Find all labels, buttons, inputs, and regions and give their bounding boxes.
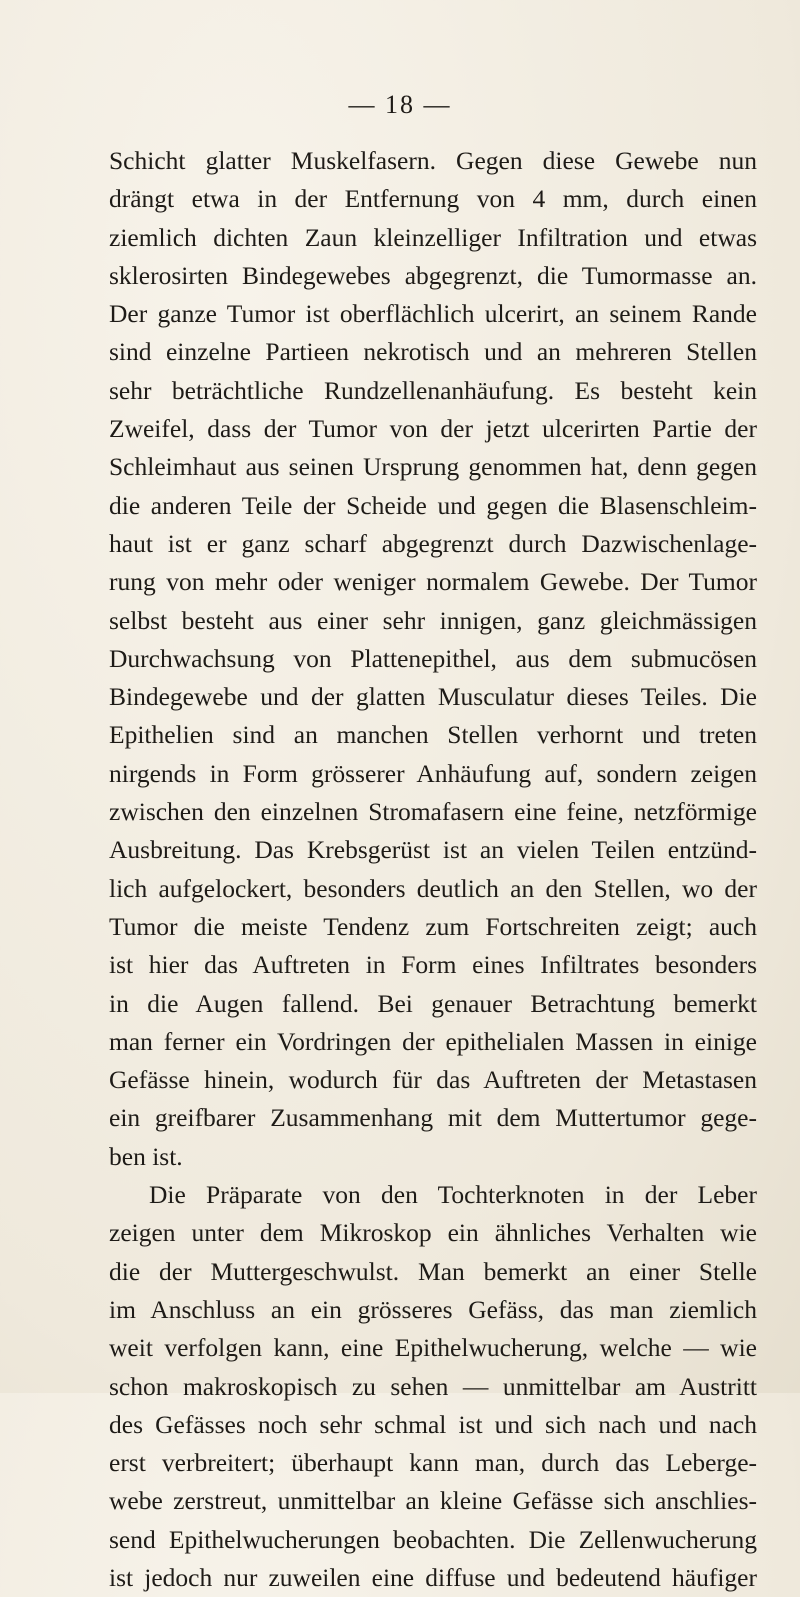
text-line: drängt etwa in der Entfernung von 4 mm, durch einen bbox=[109, 184, 757, 214]
text-line: die anderen Teile der Scheide und gegen die Blasenschleim- bbox=[109, 490, 757, 520]
text-line: webe zerstreut, unmittelbar an kleine Gefässe sich anschlies- bbox=[109, 1486, 757, 1516]
text-line: nirgends in Form grösserer Anhäufung auf, sondern zeigen bbox=[109, 758, 757, 788]
text-line: zeigen unter dem Mikroskop ein ähnliches Verhalten wie bbox=[109, 1218, 757, 1248]
text-line: Schicht glatter Muskelfasern. Gegen diese Gewebe nun bbox=[109, 146, 757, 175]
body-text bbox=[109, 142, 757, 1597]
text-line: rung von mehr oder weniger normalem Gewebe. Der Tumor bbox=[109, 567, 757, 597]
text-line: zwischen den einzelnen Stromafasern eine feine, netzförmige bbox=[109, 797, 757, 827]
text-line: sklerosirten Bindegewebes abgegrenzt, die Tumormasse an. bbox=[109, 260, 757, 290]
text-line: haut ist er ganz scharf abgegrenzt durch Dazwischenlage- bbox=[109, 528, 757, 558]
text-line: ziemlich dichten Zaun kleinzelliger Infiltration und etwas bbox=[109, 222, 757, 252]
text-line: Ausbreitung. Das Krebsgerüst ist an vielen Teilen entzünd- bbox=[109, 835, 757, 865]
text-line: Schleimhaut aus seinen Ursprung genommen hat, denn gegen bbox=[109, 452, 757, 482]
page-number: — 18 — bbox=[348, 90, 452, 119]
text-line: Durchwachsung von Plattenepithel, aus dem submucösen bbox=[109, 643, 757, 673]
text-line: Der ganze Tumor ist oberflächlich ulcerirt, an seinem Rande bbox=[109, 299, 757, 329]
text-line: schon makroskopisch zu sehen — unmittelbar am Austritt bbox=[109, 1371, 757, 1401]
text-line: Zweifel, dass der Tumor von der jetzt ulcerirten Partie der bbox=[109, 414, 757, 444]
text-line: weit verfolgen kann, eine Epithelwucherung, welche — wie bbox=[109, 1333, 757, 1363]
paragraph-end-line: ben ist. bbox=[109, 1141, 183, 1171]
text-line: Tumor die meiste Tendenz zum Fortschreiten zeigt; auch bbox=[109, 911, 757, 941]
text-line: man ferner ein Vordringen der epithelialen Massen in einige bbox=[109, 1026, 757, 1056]
text-line: des Gefässes noch sehr schmal ist und sich nach und nach bbox=[109, 1409, 757, 1439]
text-line: ist hier das Auftreten in Form eines Infiltrates besonders bbox=[109, 950, 757, 980]
text-line: Bindegewebe und der glatten Musculatur dieses Teiles. Die bbox=[109, 682, 757, 712]
text-line: in die Augen fallend. Bei genauer Betrachtung bemerkt bbox=[109, 988, 757, 1018]
text-line: selbst besteht aus einer sehr innigen, ganz gleichmässigen bbox=[109, 605, 757, 635]
text-line: lich aufgelockert, besonders deutlich an den Stellen, wo der bbox=[109, 873, 757, 903]
text-line: Epithelien sind an manchen Stellen verhornt und treten bbox=[109, 720, 757, 750]
text-line: ist jedoch nur zuweilen eine diffuse und bedeutend häufiger bbox=[109, 1562, 757, 1592]
text-line: im Anschluss an ein grösseres Gefäss, das man ziemlich bbox=[109, 1294, 757, 1324]
text-line: ein greifbarer Zusammenhang mit dem Muttertumor gege- bbox=[109, 1103, 757, 1133]
text-line: send Epithelwucherungen beobachten. Die Zellenwucherung bbox=[109, 1524, 757, 1554]
text-line: erst verbreitert; überhaupt kann man, durch das Leberge- bbox=[109, 1448, 757, 1478]
text-line: die der Muttergeschwulst. Man bemerkt an einer Stelle bbox=[109, 1256, 757, 1286]
text-line: sind einzelne Partieen nekrotisch und an mehreren Stellen bbox=[109, 337, 757, 367]
text-line: Gefässe hinein, wodurch für das Auftreten der Metastasen bbox=[109, 1065, 757, 1095]
text-line: sehr beträchtliche Rundzellenanhäufung. Es besteht kein bbox=[109, 375, 757, 405]
paragraph-start-line: Die Präparate von den Tochterknoten in der Leber bbox=[149, 1180, 757, 1210]
